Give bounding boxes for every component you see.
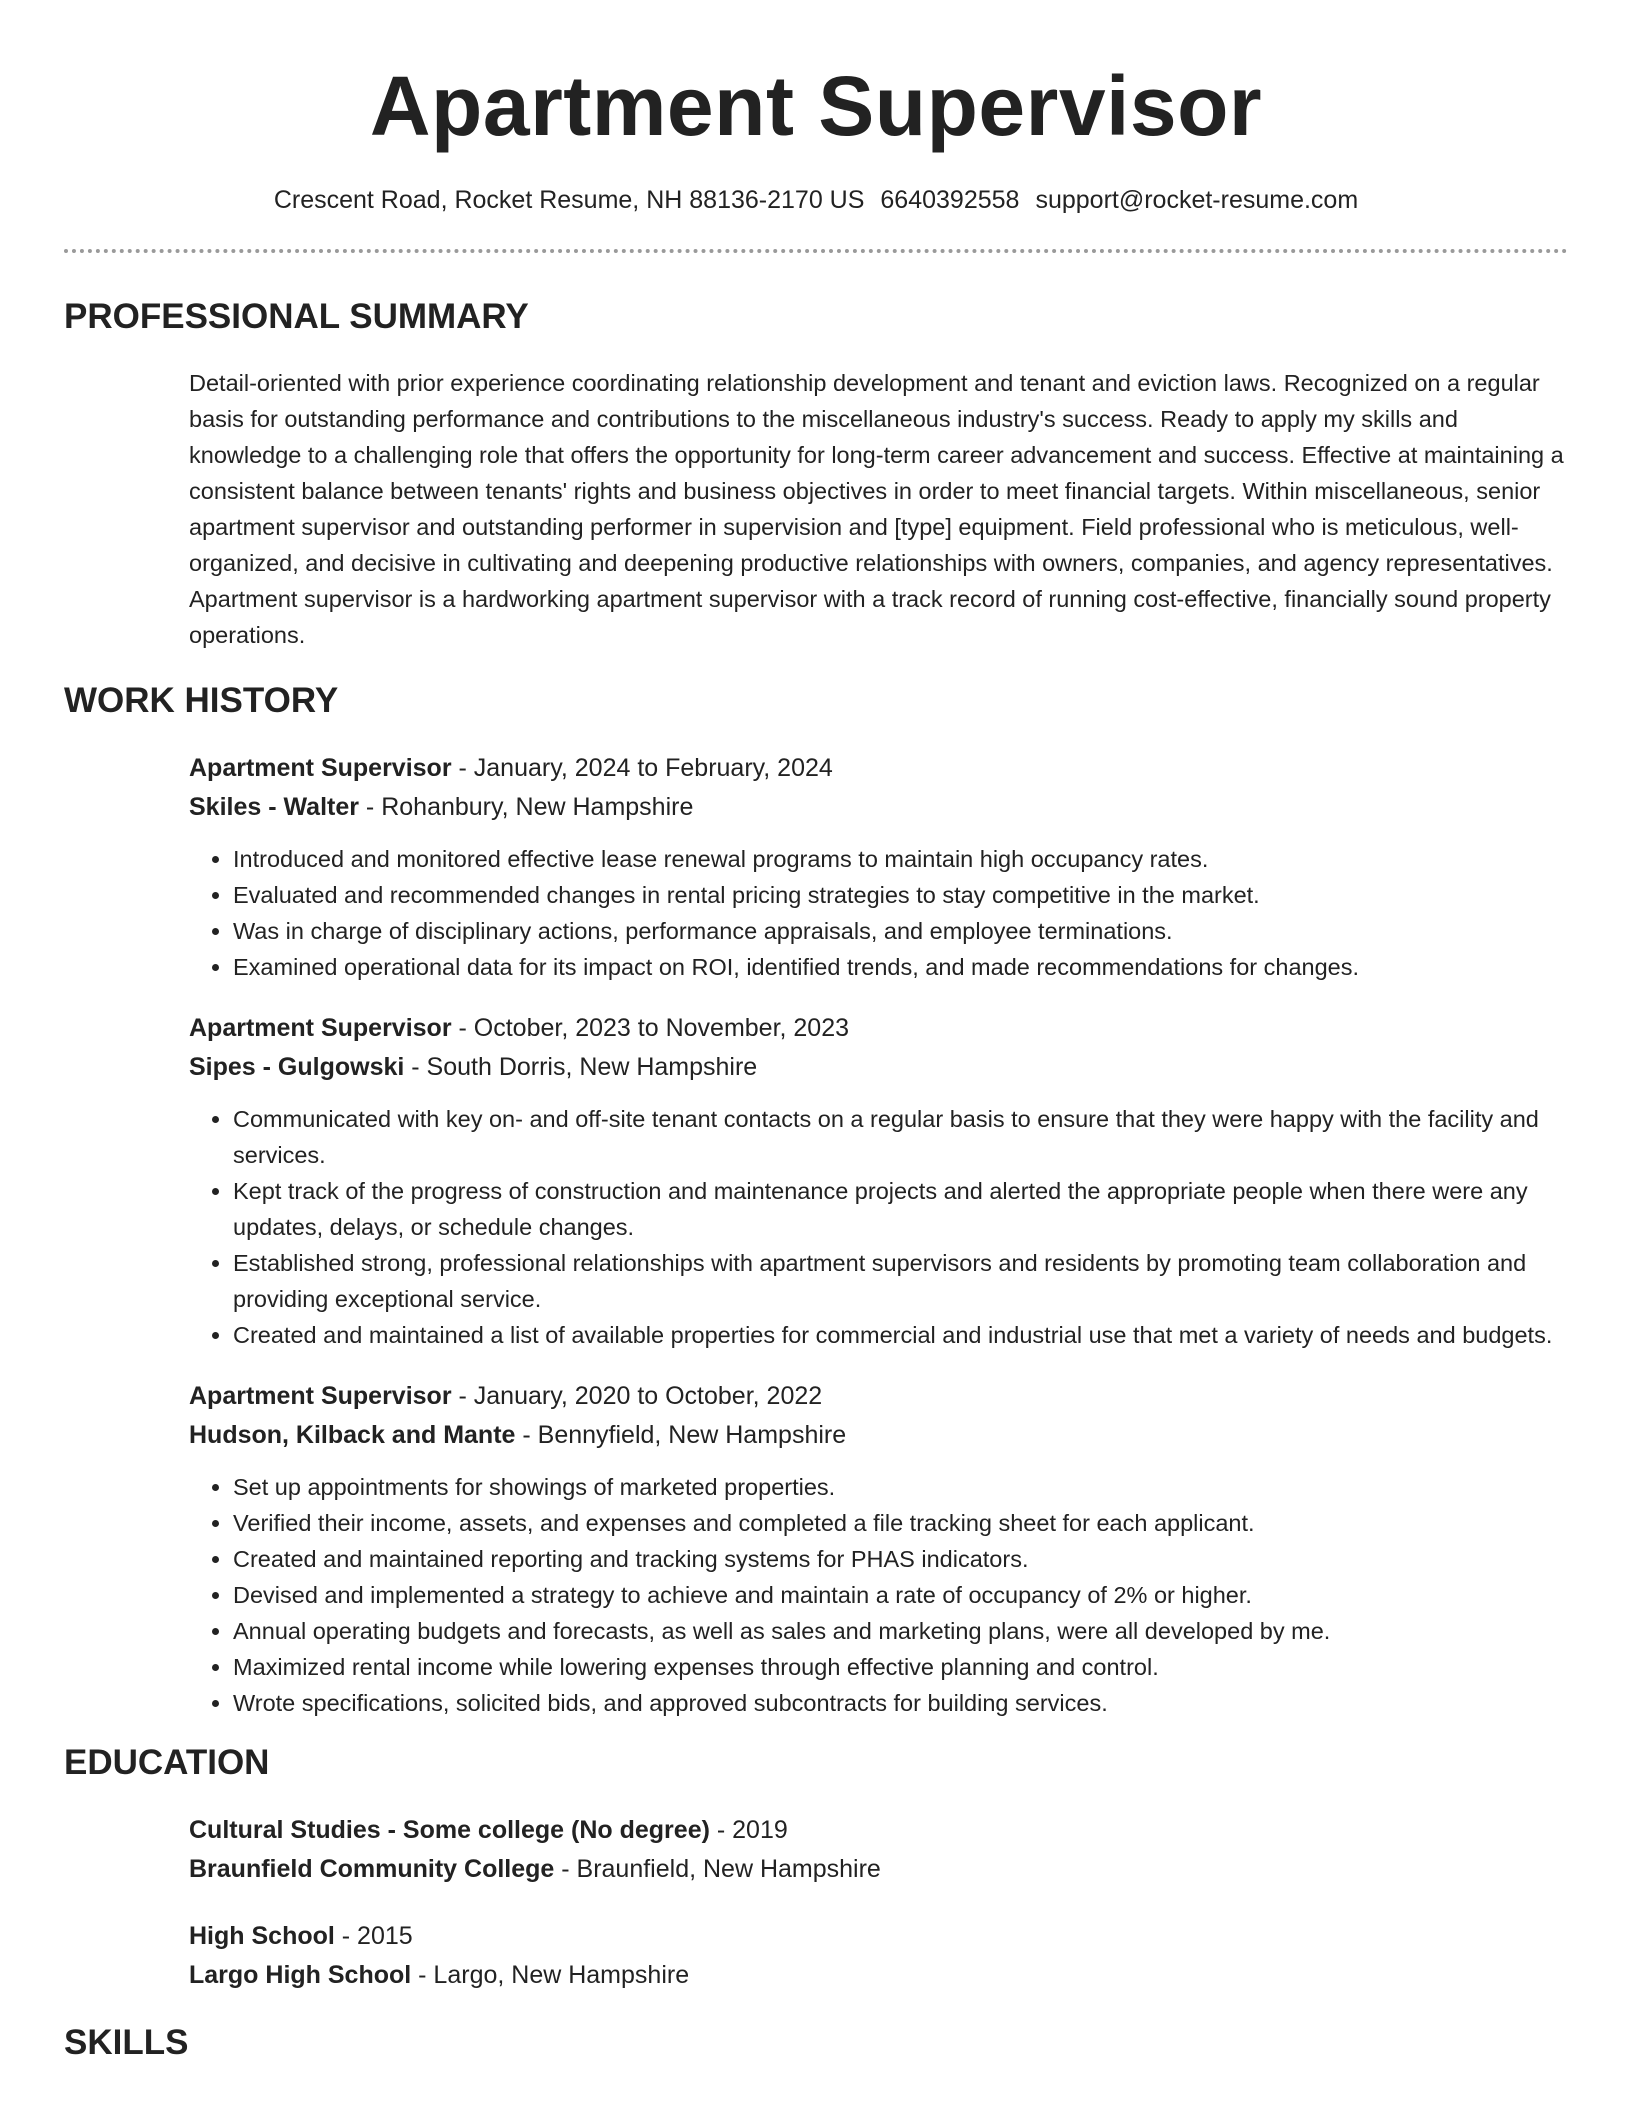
education-location: - Braunfield, New Hampshire (554, 1855, 881, 1883)
job-bullet: • Examined operational data for its impact on ROI, identified trends, and made recommendations for changes. (233, 949, 1568, 985)
job-bullet: • Maximized rental income while lowering expenses through effective planning and control. (233, 1649, 1568, 1685)
job-entry (189, 1377, 1568, 1721)
education-location: - Largo, New Hampshire (411, 1961, 690, 1989)
section-title-education: EDUCATION (64, 1743, 270, 1782)
job-title-line (189, 1009, 1568, 1048)
education-degree-line (189, 1811, 1568, 1850)
job-bullet: • Annual operating budgets and forecasts, as well as sales and marketing plans, were all developed by me. (233, 1613, 1568, 1649)
job-bullets (189, 841, 1568, 985)
section-title-work-history: WORK HISTORY (64, 681, 339, 720)
job-bullet: • Devised and implemented a strategy to achieve and maintain a rate of occupancy of 2% or higher. (233, 1577, 1568, 1613)
job-company: Skiles - Walter (189, 793, 359, 821)
resume-name: Apartment Supervisor (369, 59, 1263, 153)
contact-phone: 6640392558 (880, 186, 1020, 214)
job-dates: - January, 2020 to October, 2022 (451, 1382, 823, 1410)
education-school-line (189, 1956, 1568, 1995)
job-location: - South Dorris, New Hampshire (404, 1053, 758, 1081)
contact-line (64, 184, 1568, 216)
job-dates: - October, 2023 to November, 2023 (451, 1014, 850, 1042)
education-degree: Cultural Studies - Some college (No degree) (189, 1816, 710, 1844)
job-company: Sipes - Gulgowski (189, 1053, 405, 1081)
job-bullet: • Kept track of the progress of construction and maintenance projects and alerted the appropriate people when there were any updates, delays, or schedule changes. (233, 1173, 1568, 1245)
job-company-line (189, 788, 1568, 827)
contact-address: Crescent Road, Rocket Resume, NH 88136-2170 US (273, 186, 865, 214)
education-school: Largo High School (189, 1961, 412, 1989)
job-bullets (189, 1469, 1568, 1721)
education-degree-line (189, 1917, 1568, 1956)
job-title-line (189, 1377, 1568, 1416)
job-bullet: • Evaluated and recommended changes in rental pricing strategies to stay competitive in the market. (233, 877, 1568, 913)
job-title-line (189, 749, 1568, 788)
job-bullet: • Communicated with key on- and off-site tenant contacts on a regular basis to ensure that they were happy with the facility and services. (233, 1101, 1568, 1173)
job-bullet: • Created and maintained a list of available properties for commercial and industrial use that met a variety of needs and budgets. (233, 1317, 1568, 1353)
job-location: - Rohanbury, New Hampshire (358, 793, 694, 821)
section-title-summary: PROFESSIONAL SUMMARY (64, 297, 529, 336)
education-degree: High School (189, 1922, 335, 1950)
job-entry (189, 749, 1568, 985)
education-entry (189, 1917, 1568, 1995)
job-company: Hudson, Kilback and Mante (189, 1421, 516, 1449)
job-company-line (189, 1416, 1568, 1455)
resume-page (64, 0, 1568, 2065)
job-bullet: • Wrote specifications, solicited bids, and approved subcontracts for building services. (233, 1685, 1568, 1721)
job-company-line (189, 1048, 1568, 1087)
summary-text: Detail-oriented with prior experience coordinating relationship development and tenant and eviction laws. Recognized on a regular basis for outstanding performance and contributions to the miscellaneous industry's success. Ready to apply my skills and knowledge to a challenging role that offers the opportunity for long-term career advancement and success. Effective at maintaining a consistent balance between tenants' rights and business objectives in order to meet financial targets. Within miscellaneous, senior apartment supervisor and outstanding performer in supervision and [type] equipment. Field professional who is meticulous, well-organized, and decisive in cultivating and deepening productive relationships with owners, companies, and agency representatives. Apartment supervisor is a hardworking apartment supervisor with a track record of running cost-effective, financially sound property operations. (189, 370, 1564, 648)
job-role: Apartment Supervisor (189, 1014, 452, 1042)
job-bullets (189, 1101, 1568, 1353)
education-school-line (189, 1850, 1568, 1889)
header-divider (64, 249, 1568, 253)
job-bullet: • Was in charge of disciplinary actions, performance appraisals, and employee terminations. (233, 913, 1568, 949)
education-year: - 2015 (334, 1922, 413, 1950)
job-bullet: • Introduced and monitored effective lease renewal programs to maintain high occupancy rates. (233, 841, 1568, 877)
job-role: Apartment Supervisor (189, 754, 452, 782)
job-dates: - January, 2024 to February, 2024 (451, 754, 833, 782)
job-bullet: • Verified their income, assets, and expenses and completed a file tracking sheet for each applicant. (233, 1505, 1568, 1541)
contact-email: support@rocket-resume.com (1035, 186, 1359, 214)
education-year: - 2019 (709, 1816, 788, 1844)
job-bullet: • Set up appointments for showings of marketed properties. (233, 1469, 1568, 1505)
job-bullet: • Established strong, professional relationships with apartment supervisors and residents by promoting team collaboration and providing exceptional service. (233, 1245, 1568, 1317)
job-role: Apartment Supervisor (189, 1382, 452, 1410)
education-entry (189, 1811, 1568, 1889)
section-title-skills: SKILLS (64, 2023, 189, 2062)
job-bullet: • Created and maintained reporting and tracking systems for PHAS indicators. (233, 1541, 1568, 1577)
job-entry (189, 1009, 1568, 1353)
education-school: Braunfield Community College (189, 1855, 555, 1883)
job-location: - Bennyfield, New Hampshire (515, 1421, 847, 1449)
